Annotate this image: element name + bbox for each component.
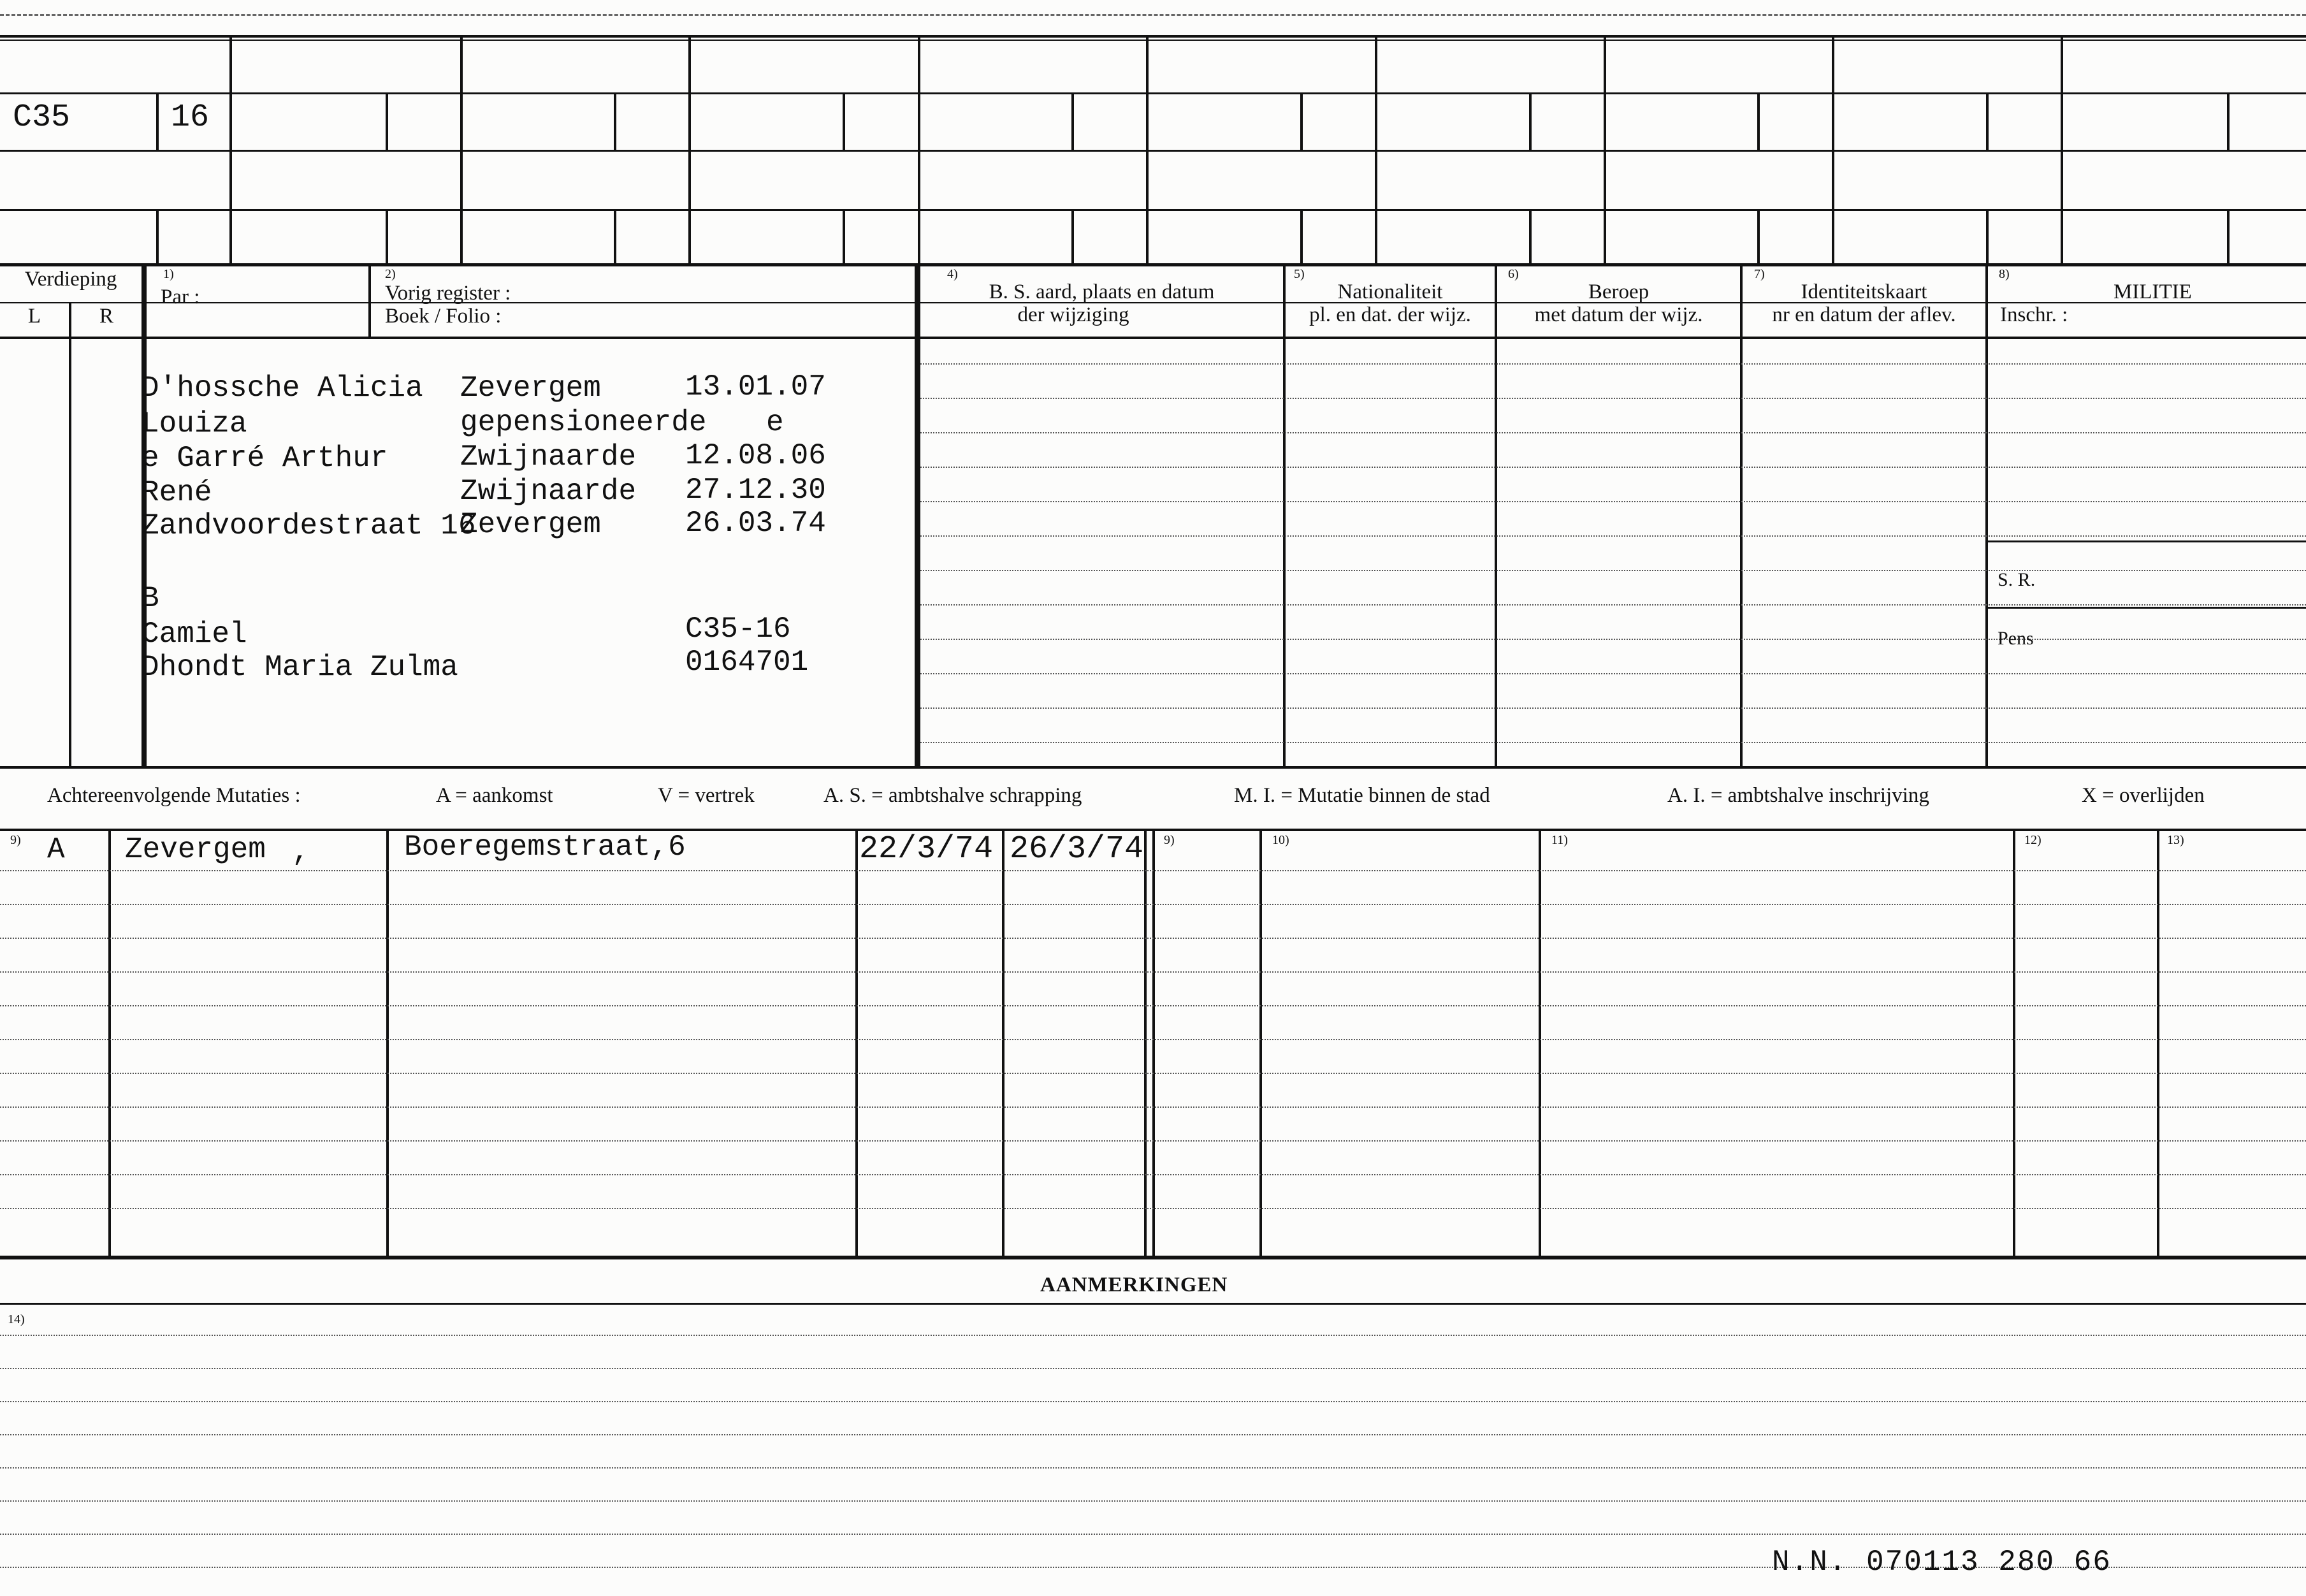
ruled-line	[0, 870, 2306, 871]
person-place-5: Zevergem	[460, 508, 601, 541]
mut-col	[855, 830, 858, 1257]
legend-top-line	[0, 766, 2306, 769]
legend-as: A. S. = ambtshalve schrapping	[823, 784, 1082, 807]
mut-street: Boeregemstraat,6	[404, 831, 686, 864]
ruled-line	[920, 639, 2306, 640]
mut-place: Zevergem	[125, 833, 266, 866]
top-grid-subcol	[1300, 211, 1303, 265]
col-divider-bs	[1283, 266, 1286, 766]
militie-header: MILITIE	[2114, 280, 2192, 303]
top-grid-border-top-2	[0, 40, 2306, 41]
beroep-header-line2: met datum der wijz.	[1534, 303, 1703, 326]
col-divider-nat	[1495, 266, 1497, 766]
militie-split-line-2	[1988, 607, 2306, 609]
top-grid-col	[2061, 35, 2063, 265]
legend-title: Achtereenvolgende Mutaties :	[47, 784, 301, 807]
ruled-line	[0, 1401, 2306, 1402]
top-grid-col	[918, 35, 920, 265]
top-grid-border-bottom	[0, 263, 2306, 266]
remarks-number-14: 14)	[8, 1312, 25, 1326]
person-extra-2: e	[766, 406, 784, 439]
col-number-1: 1)	[163, 267, 174, 281]
ruled-line	[0, 1368, 2306, 1369]
ruled-line	[0, 1534, 2306, 1535]
ruled-line	[920, 432, 2306, 433]
body-col-l	[69, 338, 71, 766]
top-grid-subcol	[156, 211, 159, 265]
beroep-header-line1: Beroep	[1588, 280, 1650, 303]
mut-number-12: 12)	[2024, 833, 2041, 847]
mut-number-9b: 9)	[1164, 833, 1175, 847]
nat-header-line2: pl. en dat. der wijz.	[1309, 303, 1471, 326]
mut-number-10: 10)	[1272, 833, 1289, 847]
legend-ai: A. I. = ambtshalve inschrijving	[1667, 784, 1929, 807]
top-grid-subcol	[1986, 211, 1989, 265]
id-header-line2: nr en datum der aflev.	[1772, 303, 1956, 326]
ruled-line	[0, 1208, 2306, 1209]
remarks-top-line	[0, 1303, 2306, 1305]
ruled-line	[0, 1434, 2306, 1435]
id-header-line1: Identiteitskaart	[1801, 280, 1927, 303]
ruled-line	[0, 1039, 2306, 1040]
top-grid-col	[1375, 35, 1377, 265]
person-date-3: 12.08.06	[685, 439, 826, 472]
top-grid-subcol	[2227, 94, 2230, 150]
col-number-6: 6)	[1508, 267, 1519, 281]
nat-header-line1: Nationaliteit	[1337, 280, 1443, 303]
top-grid-col	[229, 35, 232, 265]
top-grid-col	[1832, 35, 1834, 265]
top-grid-subcol	[1757, 94, 1760, 150]
ruled-line	[0, 1073, 2306, 1074]
row-number: 16	[171, 99, 210, 136]
national-number: N.N. 070113 280 66	[1772, 1546, 2112, 1579]
col-divider-beroep	[1740, 266, 1743, 766]
par-label: Par :	[161, 286, 200, 308]
ruled-line	[0, 1106, 2306, 1108]
ruled-line	[0, 1174, 2306, 1175]
legend-a: A = aankomst	[436, 784, 553, 807]
ruled-line	[0, 1005, 2306, 1006]
ruled-line	[0, 1140, 2306, 1142]
person-name-1: D'hossche Alicia	[141, 372, 423, 405]
ruled-line	[920, 570, 2306, 571]
top-grid-subcol	[843, 211, 845, 265]
floor-left-label: L	[27, 305, 41, 328]
person-code-7: C35-16	[685, 613, 791, 646]
person-date-5: 26.03.74	[685, 507, 826, 540]
person-code-8: 0164701	[685, 646, 809, 679]
top-grid-subcol	[1071, 94, 1074, 150]
ruled-line	[0, 1500, 2306, 1502]
ruled-line	[920, 707, 2306, 709]
ruled-line	[0, 904, 2306, 905]
mut-place-comma: ,	[292, 836, 310, 869]
remarks-title: AANMERKINGEN	[1040, 1273, 1228, 1296]
ruled-line	[920, 535, 2306, 537]
inschr-label: Inschr. :	[2000, 303, 2068, 326]
top-grid-subcol	[2227, 211, 2230, 265]
person-name-2: Louiza	[141, 407, 247, 440]
mut-col	[1144, 830, 1147, 1257]
person-place-1: Zevergem	[460, 372, 601, 405]
legend-x: X = overlijden	[2082, 784, 2205, 807]
ruled-line	[920, 673, 2306, 674]
col-number-7: 7)	[1754, 267, 1765, 281]
person-date-1: 13.01.07	[685, 370, 826, 403]
mut-type: A	[47, 833, 65, 866]
mut-number-9: 9)	[10, 833, 21, 847]
pens-label: Pens	[1998, 628, 2034, 649]
person-name-5: Zandvoordestraat 16	[141, 509, 476, 542]
ruled-line	[920, 398, 2306, 399]
ruled-line	[0, 1335, 2306, 1336]
col-number-2: 2)	[385, 267, 396, 281]
top-grid-subcol	[156, 94, 159, 150]
ruled-line	[920, 501, 2306, 502]
person-date-4: 27.12.30	[685, 474, 826, 507]
bs-header-line1: B. S. aard, plaats en datum	[989, 280, 1215, 303]
person-name-3: e Garré Arthur	[141, 442, 388, 475]
person-name-4: René	[141, 476, 212, 509]
ruled-line	[920, 467, 2306, 468]
person-name-8: Dhondt Maria Zulma	[141, 651, 458, 684]
col-number-4: 4)	[947, 267, 958, 281]
top-grid-subcol	[1529, 94, 1532, 150]
top-grid-subcol	[386, 211, 388, 265]
ruled-line	[920, 363, 2306, 365]
mut-number-13: 13)	[2167, 833, 2184, 847]
boek-folio-label: Boek / Folio :	[385, 305, 502, 328]
person-name-7: Camiel	[141, 618, 247, 651]
col-divider-par	[368, 266, 371, 338]
person-place-4: Zwijnaarde	[460, 475, 637, 508]
mut-col	[1152, 830, 1155, 1257]
mut-number-11: 11)	[1551, 833, 1568, 847]
person-place-2: gepensioneerde	[460, 406, 707, 439]
top-grid-row-line-2	[0, 150, 2306, 152]
ruled-line	[920, 742, 2306, 743]
top-grid-subcol	[1986, 94, 1989, 150]
mut-col	[108, 830, 111, 1257]
col-divider-id	[1985, 266, 1988, 766]
verdieping-label: Verdieping	[24, 268, 117, 291]
top-edge-mark	[0, 14, 2306, 16]
mut-col	[386, 830, 389, 1257]
vorig-register-label: Vorig register :	[385, 282, 511, 305]
mut-date-2: 26/3/74	[1010, 831, 1144, 867]
militie-split-line	[1988, 540, 2306, 542]
top-grid-row-line-1	[0, 92, 2306, 94]
person-place-3: Zwijnaarde	[460, 440, 637, 474]
mut-col	[1002, 830, 1004, 1257]
top-grid-subcol	[1071, 211, 1074, 265]
top-grid-subcol	[1300, 94, 1303, 150]
ruled-line	[920, 604, 2306, 606]
top-grid-row-line-3	[0, 209, 2306, 211]
person-name-6: B	[141, 582, 159, 615]
mut-col	[2157, 830, 2159, 1257]
floor-right-label: R	[99, 305, 113, 328]
top-grid-subcol	[1757, 211, 1760, 265]
header-bottom-line	[0, 337, 2306, 339]
top-grid-col	[688, 35, 691, 265]
row-code: C35	[13, 99, 71, 136]
sr-label: S. R.	[1998, 569, 2036, 590]
top-grid-col	[1146, 35, 1149, 265]
ruled-line	[0, 1467, 2306, 1469]
top-grid-subcol	[843, 94, 845, 150]
mut-col	[2013, 830, 2015, 1257]
ruled-line	[0, 938, 2306, 939]
col-number-8: 8)	[1999, 267, 2010, 281]
legend-mi: M. I. = Mutatie binnen de stad	[1234, 784, 1490, 807]
ruled-line	[0, 971, 2306, 973]
col-divider-vorig	[915, 266, 920, 766]
mut-date-1: 22/3/74	[859, 831, 994, 867]
top-grid-subcol	[614, 94, 616, 150]
top-grid-col	[460, 35, 463, 265]
top-grid-subcol	[614, 211, 616, 265]
mut-col	[1259, 830, 1262, 1257]
top-grid-subcol	[386, 94, 388, 150]
legend-v: V = vertrek	[658, 784, 755, 807]
mut-col	[1539, 830, 1541, 1257]
col-number-5: 5)	[1294, 267, 1305, 281]
top-grid-subcol	[1529, 211, 1532, 265]
top-grid-col	[1604, 35, 1606, 265]
bs-header-line2: der wijziging	[1017, 303, 1129, 326]
top-grid-border-top	[0, 35, 2306, 38]
